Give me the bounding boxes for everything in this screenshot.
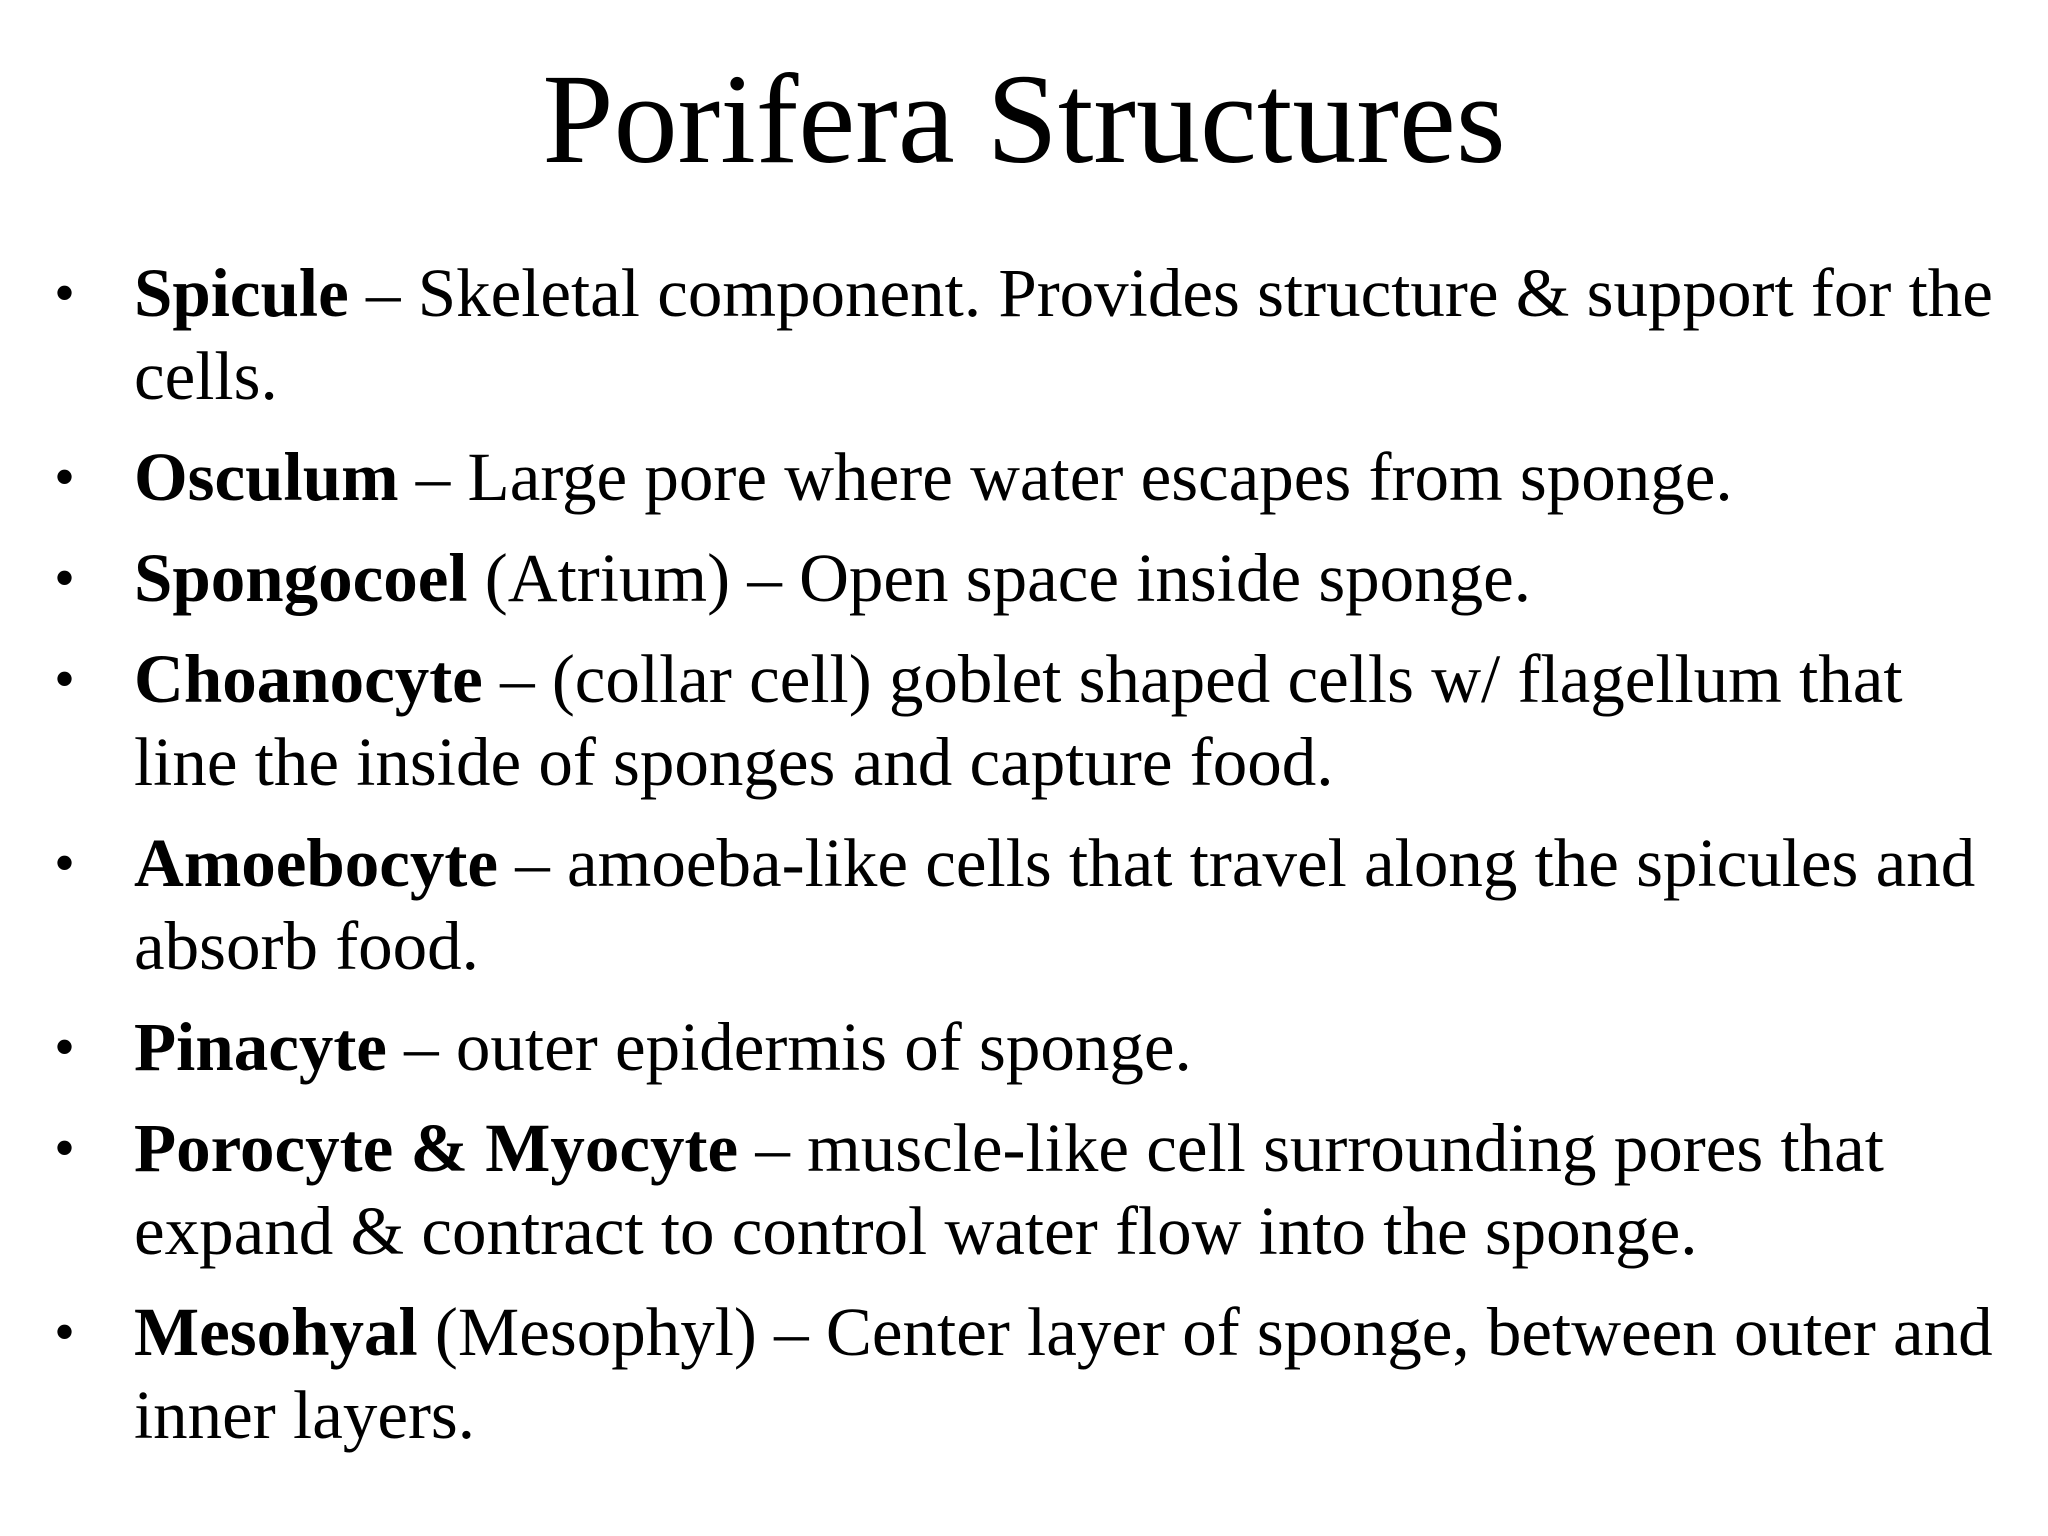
bullet-icon: • — [54, 646, 76, 712]
term-pinacyte: Pinacyte — [134, 1009, 387, 1085]
bullet-icon: • — [54, 444, 76, 510]
term-aside: (Atrium) — [467, 540, 731, 616]
term-spicule: Spicule — [134, 255, 349, 331]
bullet-icon: • — [54, 1014, 76, 1080]
term-aside: (Mesophyl) — [417, 1294, 757, 1370]
term-amoebocyte: Amoebocyte — [134, 825, 499, 901]
term-description: – (collar cell) goblet shaped cells w/ flagellum that line the inside of sponges and capture food. — [134, 641, 1903, 800]
bullet-icon: • — [54, 830, 76, 896]
list-item — [54, 537, 2014, 620]
bullet-icon: • — [54, 260, 76, 326]
term-description: – Large pore where water escapes from sponge. — [398, 439, 1733, 515]
slide-title: Porifera Structures — [542, 48, 1506, 190]
bullet-icon: • — [54, 545, 76, 611]
list-item — [54, 822, 2014, 988]
list-item — [54, 638, 2014, 804]
bullet-icon: • — [54, 1299, 76, 1365]
term-porocyte-myocyte: Porocyte & Myocyte — [134, 1110, 739, 1186]
list-item — [54, 1006, 2014, 1089]
term-description: – outer epidermis of sponge. — [386, 1009, 1192, 1085]
term-osculum: Osculum — [134, 439, 399, 515]
list-item — [54, 252, 2014, 418]
list-item — [54, 1107, 2014, 1273]
term-mesohyal: Mesohyal — [134, 1294, 418, 1370]
term-description: – Open space inside sponge. — [730, 540, 1532, 616]
bullet-list — [54, 252, 2014, 1475]
term-choanocyte: Choanocyte — [134, 641, 483, 717]
bullet-icon: • — [54, 1115, 76, 1181]
list-item — [54, 1291, 2014, 1457]
term-description: – Skeletal component. Provides structure & support for the cells. — [134, 255, 1993, 414]
term-description: – Center layer of sponge, between outer and inner layers. — [134, 1294, 1993, 1453]
term-description: – muscle-like cell surrounding pores that expand & contract to control water flow into the sponge. — [134, 1110, 1884, 1269]
term-description: – amoeba-like cells that travel along the spicules and absorb food. — [134, 825, 1976, 984]
term-spongocoel: Spongocoel — [134, 540, 468, 616]
list-item — [54, 436, 2014, 519]
